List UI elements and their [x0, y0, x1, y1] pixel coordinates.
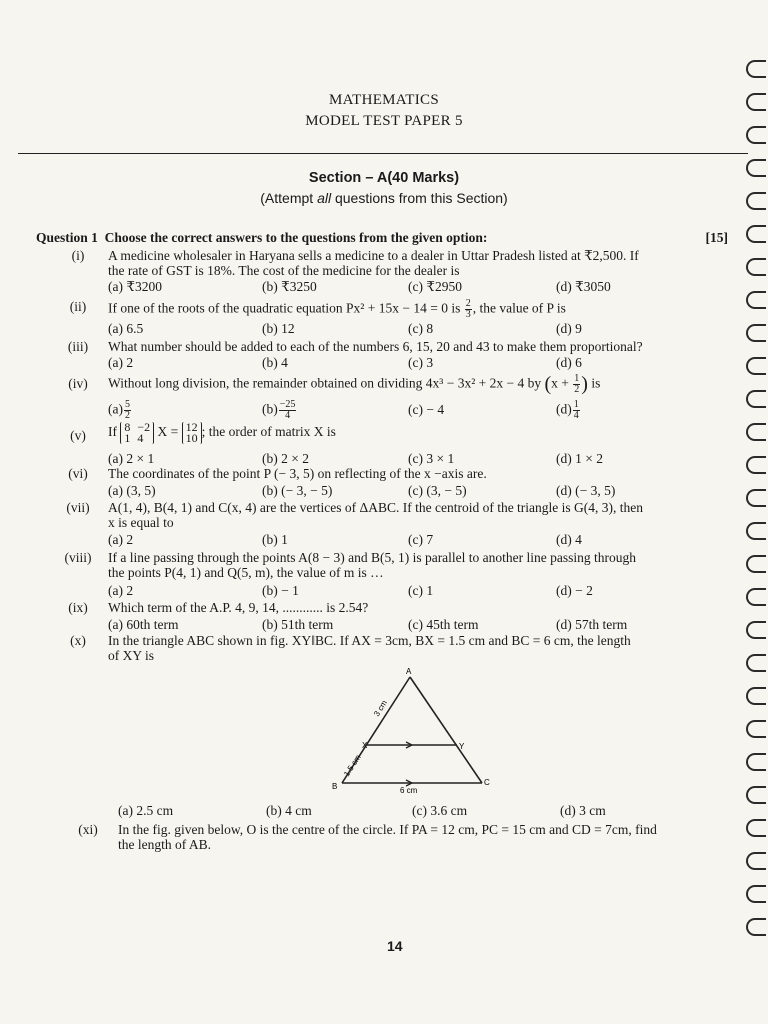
paper-title: MODEL TEST PAPER 5	[305, 113, 463, 129]
option-a: (a) 6.5	[108, 321, 144, 336]
item-stem: If a line passing through the points A(8 − 3) and B(5, 1) is parallel to another line passing through the points P(4, 1) and Q(5, m), the value of m is …	[108, 550, 637, 580]
item-number: (x)	[70, 633, 86, 648]
bc-length-label: 6 cm	[400, 786, 418, 795]
option-c: (c) 8	[408, 321, 434, 336]
option-d: (d) $\frac{1}{4}$	[556, 399, 579, 421]
option-a: (a) $\frac{5}{2}$	[108, 399, 130, 421]
option-a: (a) (3, 5)	[108, 483, 156, 498]
option-d: (d) (− 3, 5)	[556, 483, 616, 498]
item-stem: A medicine wholesaler in Haryana sells a medicine to a dealer in Uttar Pradesh listed at ₹2,500. If the rate of GST is 18%. The cost of the medicine for the dealer is	[108, 248, 639, 278]
section-instruction: (Attempt all questions from this Section)	[260, 190, 508, 206]
option-d: (d) 57th term	[556, 617, 628, 632]
option-c: (c) 3 × 1	[408, 451, 455, 466]
option-b: (b) 4	[262, 355, 288, 370]
fraction: $\frac{2}{3}$	[465, 298, 471, 320]
point-y-label: Y	[459, 742, 465, 751]
point-x-label: X	[362, 741, 368, 750]
item-number: (xi)	[78, 822, 98, 837]
option-b: (b) ₹3250	[262, 279, 317, 294]
item-stem: In the triangle ABC shown in fig. XY‖BC. If AX = 3cm, BX = 1.5 cm and BC = 6 cm, the length of XY is	[108, 633, 631, 663]
vertex-c-label: C	[484, 778, 490, 787]
option-d: (d) 6	[556, 355, 582, 370]
subject-title: MATHEMATICS	[329, 92, 439, 108]
item-number: (vii)	[66, 500, 90, 515]
option-b: (b) $\frac{-25}{4}$	[262, 399, 296, 421]
item-stem: If one of the roots of the quadratic equation Px² + 15x − 14 = 0 is $\frac{2}{3}$ , the value of P is	[108, 298, 566, 320]
item-number: (i)	[71, 248, 85, 263]
option-b: (b) 12	[262, 321, 295, 336]
matrix: 12 10	[182, 422, 202, 444]
page-number: 14	[387, 938, 403, 954]
option-c: (c) ₹2950	[408, 279, 462, 294]
option-a: (a) 2	[108, 583, 134, 598]
option-b: (b) 51th term	[262, 617, 334, 632]
item-number: (iii)	[67, 339, 89, 354]
option-a: (a) 2.5 cm	[118, 803, 174, 818]
option-d: (d) ₹3050	[556, 279, 611, 294]
question-1-heading	[36, 230, 728, 246]
option-b: (b) 2 × 2	[262, 451, 309, 466]
option-c: (c) 45th term	[408, 617, 479, 632]
ax-length-label: 3 cm	[372, 698, 390, 719]
option-d: (d) 1 × 2	[556, 451, 603, 466]
header-rule	[18, 153, 748, 154]
matrix: 8 −2 1 4	[120, 422, 154, 444]
option-c: (c) 1	[408, 583, 434, 598]
option-c: (c) 7	[408, 532, 434, 547]
item-number: (ix)	[68, 600, 88, 615]
item-stem: A(1, 4), B(4, 1) and C(x, 4) are the vertices of ΔABC. If the centroid of the triangle is G(4, 3), then x is equal to	[108, 500, 644, 530]
option-b: (b) 1	[262, 532, 288, 547]
item-number: (iv)	[68, 376, 88, 391]
item-number: (ii)	[69, 299, 87, 314]
option-d: (d) 9	[556, 321, 582, 336]
option-c: (c) (3, − 5)	[408, 483, 467, 498]
option-b: (b) 4 cm	[266, 803, 312, 818]
question-text: Choose the correct answers to the questions from the given option:	[104, 230, 488, 245]
bx-length-label: 1.5 cm	[342, 753, 363, 779]
option-a: (a) ₹3200	[108, 279, 162, 294]
section-title: Section – A(40 Marks)	[308, 170, 460, 186]
spiral-binding	[744, 60, 766, 960]
option-d: (d) − 2	[556, 583, 593, 598]
item-number: (vi)	[68, 466, 88, 481]
option-c: (c) 3.6 cm	[412, 803, 468, 818]
option-a: (a) 2	[108, 355, 134, 370]
item-stem: What number should be added to each of the numbers 6, 15, 20 and 43 to make them proportional?	[108, 339, 643, 354]
question-marks: [15]	[705, 230, 728, 245]
item-stem: Which term of the A.P. 4, 9, 14, ............ is 2.54?	[108, 600, 369, 615]
item-stem: The coordinates of the point P (− 3, 5) on reflecting of the x −axis are.	[108, 466, 487, 481]
option-b: (b) (− 3, − 5)	[262, 483, 333, 498]
item-number: (viii)	[64, 550, 92, 565]
option-d: (d) 3 cm	[560, 803, 606, 818]
item-stem: Without long division, the remainder obtained on dividing 4x³ − 3x² + 2x − 4 by (x + $\frac{1}{2}$ ) is	[108, 373, 601, 395]
option-b: (b) − 1	[262, 583, 299, 598]
item-number: (v)	[70, 428, 86, 443]
option-a: (a) 2	[108, 532, 134, 547]
option-c: (c) 3	[408, 355, 434, 370]
triangle-figure	[300, 665, 500, 805]
vertex-a-label: A	[406, 667, 412, 676]
option-c: (c) − 4	[408, 402, 445, 417]
item-stem: If 8 −2 1 4 X = 12 10 ; the order of matrix X is	[108, 420, 336, 445]
option-a: (a) 2 × 1	[108, 451, 155, 466]
item-stem: In the fig. given below, O is the centre of the circle. If PA = 12 cm, PC = 15 cm and CD = 7cm, find the length of AB.	[118, 822, 657, 852]
vertex-b-label: B	[332, 782, 338, 791]
option-a: (a) 60th term	[108, 617, 179, 632]
option-d: (d) 4	[556, 532, 582, 547]
question-label: Question 1	[36, 230, 98, 245]
